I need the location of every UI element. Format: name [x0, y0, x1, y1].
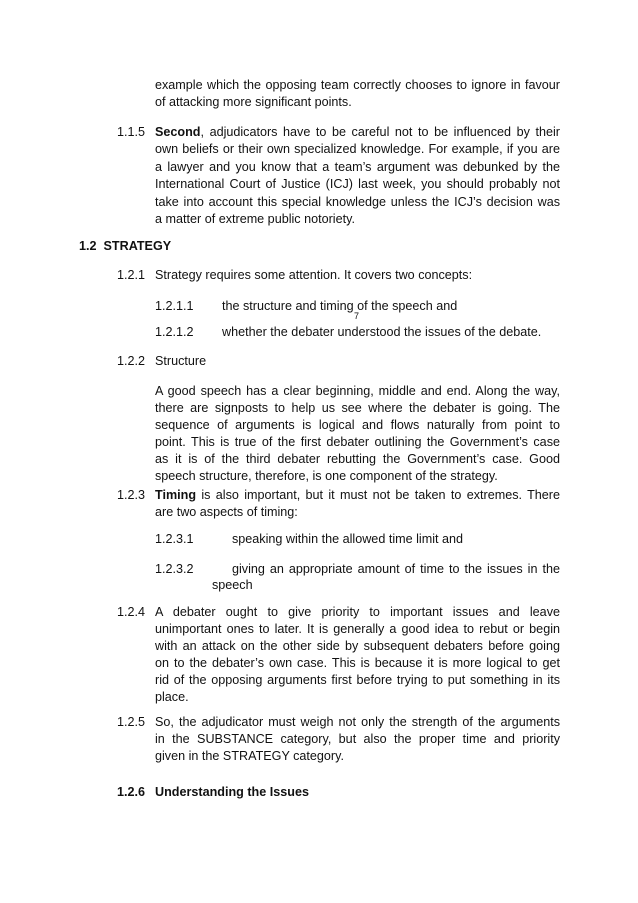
item-1-2-1-1-text: the structure and timing of the speech and [222, 299, 458, 313]
heading-1-2-title: STRATEGY [103, 239, 172, 253]
section-1-2-3-bold: Timing [155, 488, 197, 502]
item-1-2-3-2-cont: speech [212, 578, 253, 592]
section-1-2-2-line-3: sequence of arguments is logical and flows naturally from point to [155, 418, 560, 432]
section-1-2-4-line-4: on to the debater’s own case. This is because it is more logical to get [155, 656, 560, 670]
page-number: 7 [354, 311, 360, 321]
section-1-1-5-line-2: own beliefs or their own specialized knowledge. For example, if you are [155, 142, 560, 156]
item-number-1-2-3-1: 1.2.3.1 [155, 532, 194, 546]
section-1-1-5-line-1 [155, 124, 560, 142]
section-1-2-2-title: Structure [155, 354, 207, 368]
section-1-2-4-line-3: with an attack on the other side by subsequent debaters before going [155, 639, 560, 653]
item-1-2-1-2-text: whether the debater understood the issues of the debate. [222, 325, 542, 339]
section-1-1-5-line-5: take into account this special knowledge unless the ICJ’s decision was [155, 195, 560, 209]
section-1-2-3-line-1-text: is also important, but it must not be taken to extremes. There [196, 488, 560, 502]
section-1-2-3-line-1 [155, 487, 560, 505]
item-number-1-2-3-2: 1.2.3.2 [155, 562, 194, 576]
section-1-2-2-line-2: there are signposts to help us see where the debater is going. The [155, 401, 560, 415]
section-1-2-6-title: Understanding the Issues [155, 785, 309, 799]
section-1-1-5-line-1-text: , adjudicators have to be careful not to be influenced by their [200, 125, 560, 139]
section-1-2-2-line-1: A good speech has a clear beginning, middle and end. Along the way, [155, 384, 560, 398]
heading-1-2-number: 1.2 [79, 239, 97, 253]
item-number-1-2-1-2: 1.2.1.2 [155, 325, 194, 339]
section-1-1-5-line-6: a matter of extreme public notoriety. [155, 212, 355, 226]
section-1-2-2-line-4: point. This is true of the first debater outlining the Government’s case [155, 435, 560, 449]
section-number-1-2-3: 1.2.3 [117, 488, 146, 502]
section-1-2-2-line-6: speech structure, therefore, is one component of the strategy. [155, 469, 498, 483]
section-number-1-2-4: 1.2.4 [117, 605, 146, 619]
section-1-2-5-line-1: So, the adjudicator must weigh not only the strength of the arguments [155, 715, 560, 729]
section-1-2-4-line-2: unimportant ones to later. It is generally a good idea to rebut or begin [155, 622, 560, 636]
item-1-2-3-1-text: speaking within the allowed time limit and [232, 532, 464, 546]
section-1-1-5-line-3: a lawyer and you know that a team’s argument was debunked by the [155, 160, 560, 174]
section-number-1-2-1: 1.2.1 [117, 268, 146, 282]
section-1-1-5-bold: Second [155, 125, 201, 139]
section-1-2-5-line-3: given in the STRATEGY category. [155, 749, 344, 763]
section-1-2-4-line-5: rid of the opposing arguments first before trying to put something in its [155, 673, 560, 687]
section-1-2-2-line-5: as it is of the third debater rebutting the Government’s case. Good [155, 452, 560, 466]
section-number-1-2-2: 1.2.2 [117, 354, 146, 368]
heading-1-2 [79, 238, 171, 256]
section-1-2-4-line-6: place. [155, 690, 189, 704]
intro-line-2: of attacking more significant points. [155, 95, 352, 109]
section-1-2-4-line-1: A debater ought to give priority to important issues and leave [155, 605, 560, 619]
section-number-1-2-5: 1.2.5 [117, 715, 146, 729]
section-1-1-5-line-4: International Court of Justice (ICJ) last week, you should probably not [155, 177, 560, 191]
section-1-2-5-line-2: in the SUBSTANCE category, but also the proper time and priority [155, 732, 560, 746]
section-number-1-2-6: 1.2.6 [117, 785, 146, 799]
item-number-1-2-1-1: 1.2.1.1 [155, 299, 194, 313]
section-1-2-3-line-2: are two aspects of timing: [155, 505, 298, 519]
section-1-2-1-text: Strategy requires some attention. It covers two concepts: [155, 268, 473, 282]
intro-line-1: example which the opposing team correctly chooses to ignore in favour [155, 78, 560, 92]
item-1-2-3-2-text: giving an appropriate amount of time to the issues in the [232, 562, 560, 576]
section-number-1-1-5: 1.1.5 [117, 125, 146, 139]
